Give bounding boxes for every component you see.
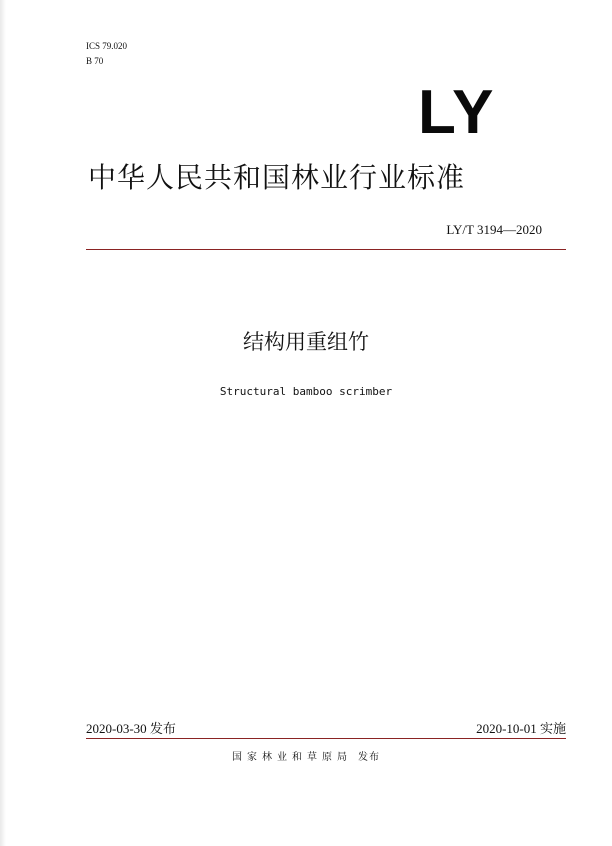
issuer-suffix: 发布 bbox=[358, 752, 380, 763]
ics-code: ICS 79.020 bbox=[86, 41, 128, 51]
standard-number: LY/T 3194—2020 bbox=[446, 222, 542, 237]
page-edge-shadow bbox=[0, 0, 6, 846]
document-title-english: Structural bamboo scrimber bbox=[219, 385, 393, 398]
ccs-code: B 70 bbox=[86, 56, 104, 66]
document-title-chinese: 结构用重组竹 bbox=[243, 330, 369, 354]
implementation-date: 2020-10-01 实施 bbox=[476, 721, 566, 736]
top-divider bbox=[86, 249, 566, 250]
issuer-organization: 国家林业和草原局 bbox=[232, 752, 352, 763]
standard-logo: LY bbox=[418, 78, 496, 147]
issue-date: 2020-03-30 发布 bbox=[86, 721, 176, 736]
standard-category-title: 中华人民共和国林业行业标准 bbox=[88, 161, 466, 194]
issuer-line bbox=[0, 751, 612, 765]
bottom-divider bbox=[86, 738, 566, 739]
